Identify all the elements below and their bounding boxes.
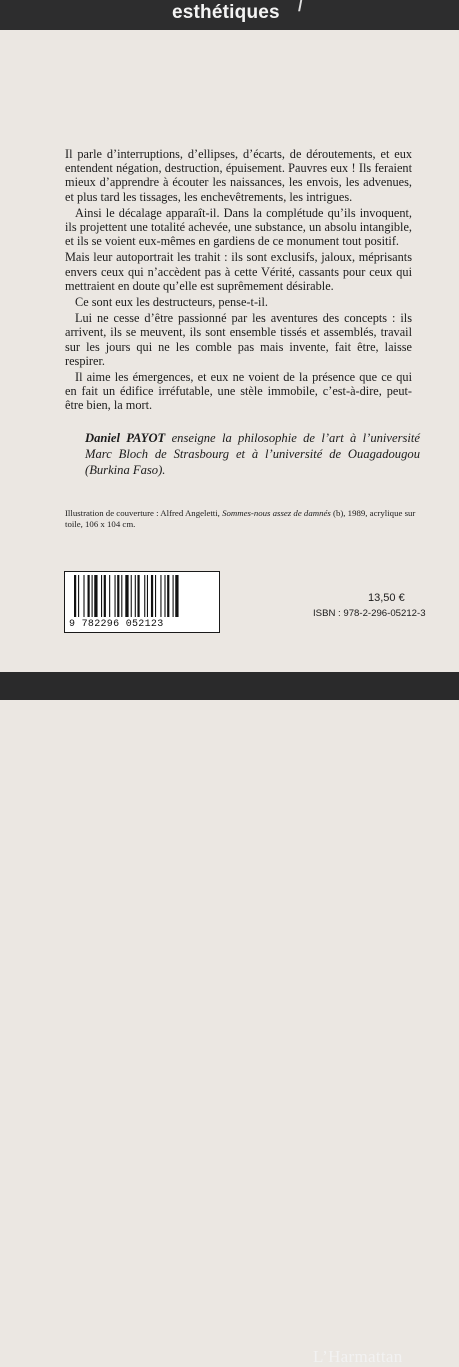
isbn: ISBN : 978-2-296-05212-3 [313,608,426,619]
credit-work-title: Sommes-nous assez de damnés [222,508,331,518]
back-cover-text [65,147,412,415]
paragraph: Il parle d’interruptions, d’ellipses, d’écarts, de déroutements, et eux entendent négation, destruction, épuisement. Pauvres eux ! Ils feraient mieux d’apprendre à écouter les naissances, les envois, les advenues, et plus tard les tissages, les enchevêtrements, les intrigues. [65,147,412,204]
author-note [85,430,420,478]
paragraph: Lui ne cesse d’être passionné par les aventures des concepts : ils arrivent, ils se meuvent, ils sont ensemble tissés et assemblés, travail sur les jours qui ne les comble pas mais invente, fait être, laisse respirer. [65,311,412,368]
author-name: Daniel PAYOT [85,431,166,445]
barcode-bars-icon [73,575,211,619]
price: 13,50 € [368,592,405,604]
credit-prefix: Illustration de couverture : Alfred Angeletti, [65,508,223,518]
series-mark: / [298,0,303,15]
barcode-digits: 9 782296 052123 [69,619,164,630]
illustration-credit [65,508,420,530]
author-bio: enseigne la philosophie de l’art à l’université Marc Bloch de Strasbourg et à l’université de Ouagadougou (Burkina Faso). [85,431,421,477]
credit-suffix: (b), 1989, acrylique sur toile, 106 x 104 cm. [65,508,416,529]
publisher-logo: L’Harmattan [313,1347,403,1366]
paragraph: Ce sont eux les destructeurs, pense-t-il. [75,295,268,310]
barcode [64,571,220,633]
series-header-band [0,0,459,30]
paragraph: Ainsi le décalage apparaît-il. Dans la complétude qu’ils invoquent, ils projettent une totalité achevée, une substance, un absolu intangible, et ils se voient eux-mêmes en gardiens de ce monument tout positif. [65,205,412,249]
paragraph: Il aime les émergences, et eux ne voient de la présence que ce qui en fait un édifice irréfutable, une stèle immobile, c’est-à-dire, peut-être bien, la mort. [65,370,412,413]
series-title: esthétiques [172,2,280,23]
publisher-band [0,672,459,1366]
paragraph: Mais leur autoportrait les trahit : ils sont exclusifs, jaloux, méprisants envers ceux qui n’accèdent pas à cette Vérité, cassants pour ceux qui mettraient en doute qu’elle est suprêmement désirable. [65,250,412,293]
